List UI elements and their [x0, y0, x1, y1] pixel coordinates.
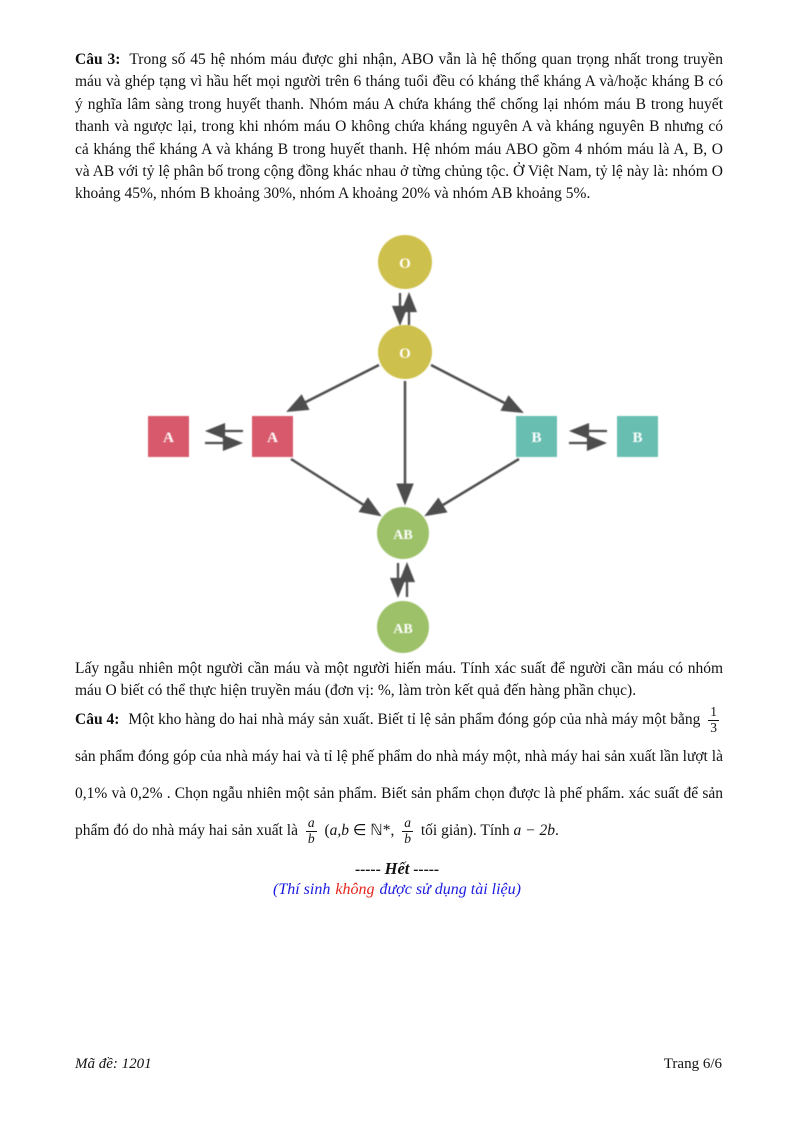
exam-note-rest: được sử dụng tài liệu) — [379, 881, 521, 898]
blood-group-diagram-svg — [130, 233, 690, 655]
cau3-question-paragraph — [75, 658, 723, 703]
node-ab-bottom-label: AB — [393, 622, 413, 637]
end-marker — [0, 859, 794, 879]
cau4-paren-open: ( — [324, 822, 330, 839]
end-marker-word: Hết — [384, 859, 410, 878]
arrow-b-to-ab — [428, 459, 519, 514]
cau4-expression: a − 2b — [513, 822, 556, 839]
cau3-text: Trong số 45 hệ nhóm máu được ghi nhận, ABO vẫn là hệ thống quan trọng nhất trong truyền máu và ghép tạng vì hầu hết mọi người trên 6 tháng tuổi đều có kháng thể kháng A và/hoặc kháng B có ý nghĩa lâm sàng trong huyết thanh. Nhóm máu A chứa kháng thể chống lại nhóm máu B trong huyết thanh và ngược lại, trong khi nhóm máu O không chứa kháng nguyên A và kháng nguyên B nhưng có cả kháng thể kháng A và kháng B trong huyết thanh. Hệ nhóm máu ABO gồm 4 nhóm máu là A, B, O và AB với tỷ lệ phân bố trong cộng đồng khác nhau ở từng chủng tộc. Ở Việt Nam, tỷ lệ này là: nhóm O khoảng 45%, nhóm B khoảng 30%, nhóm A khoảng 20% và nhóm AB khoảng 5%. — [75, 51, 723, 203]
end-marker-dashes-left: ----- — [354, 861, 381, 878]
node-o-mid-label: O — [399, 346, 411, 362]
exam-note-open: (Thí sinh — [273, 881, 331, 898]
cau4-label: Câu 4: — [75, 711, 120, 728]
exam-note-emphasis: không — [335, 881, 375, 898]
cau4-seg4: tối giản). Tính — [420, 822, 510, 839]
node-ab-mid-label: AB — [393, 528, 413, 543]
fraction-one-third-denominator: 3 — [710, 719, 717, 735]
cau4-variables: a,b — [329, 822, 350, 839]
fraction-a-over-b-1-denominator: b — [307, 830, 315, 846]
node-b-outer-label: B — [632, 430, 643, 446]
node-b-inner-label: B — [531, 430, 542, 446]
end-marker-dashes-right: ----- — [413, 861, 440, 878]
node-a-outer-label: A — [163, 430, 174, 446]
cau3-label: Câu 3: — [75, 51, 121, 68]
cau4-set-membership: ∈ ℕ*, — [352, 822, 395, 839]
cau4-period: . — [555, 822, 559, 839]
fraction-one-third — [708, 705, 719, 735]
cau3-question-text: Lấy ngẫu nhiên một người cần máu và một người hiến máu. Tính xác suất để người cần máu có nhóm máu O biết có thể thực hiện truyền máu (đơn vị: %, làm tròn kết quả đến hàng phần chục). — [75, 660, 723, 700]
fraction-a-over-b-2-denominator: b — [404, 830, 411, 846]
cau4-paragraph — [75, 701, 723, 849]
footer-exam-code: Mã đề: 1201 — [75, 1056, 152, 1072]
arrow-o-to-a — [290, 365, 379, 410]
blood-group-diagram — [130, 233, 690, 655]
node-o-top-label: O — [399, 256, 411, 272]
fraction-a-over-b-2-numerator: a — [404, 815, 411, 831]
fraction-a-over-b-1-numerator: a — [307, 815, 315, 831]
fraction-a-over-b-1 — [306, 816, 317, 846]
node-a-inner-label: A — [267, 430, 278, 446]
cau4-seg1: Một kho hàng do hai nhà máy sản xuất. Biết tỉ lệ sản phẩm đóng góp của nhà máy một bằng — [128, 711, 701, 728]
arrow-o-to-b — [431, 365, 520, 411]
fraction-a-over-b-2 — [402, 816, 413, 846]
cau4-seg2: sản phẩm đóng góp của nhà máy hai và tỉ lệ phế phẩm do nhà máy một, nhà máy hai sản xuất lần lượt là 0,1% và 0,2% . Chọn ngẫu nhiên một sản phẩm. Biết sản phẩm chọn được là phế phẩm. xác suất để sản phẩm đó do nhà máy hai sản xuất là — [75, 748, 723, 839]
footer-page-number: Trang 6/6 — [663, 1056, 722, 1072]
arrow-a-to-ab — [291, 459, 378, 514]
fraction-one-third-numerator: 1 — [710, 704, 717, 720]
exam-note — [0, 881, 794, 899]
cau3-paragraph — [75, 49, 723, 206]
